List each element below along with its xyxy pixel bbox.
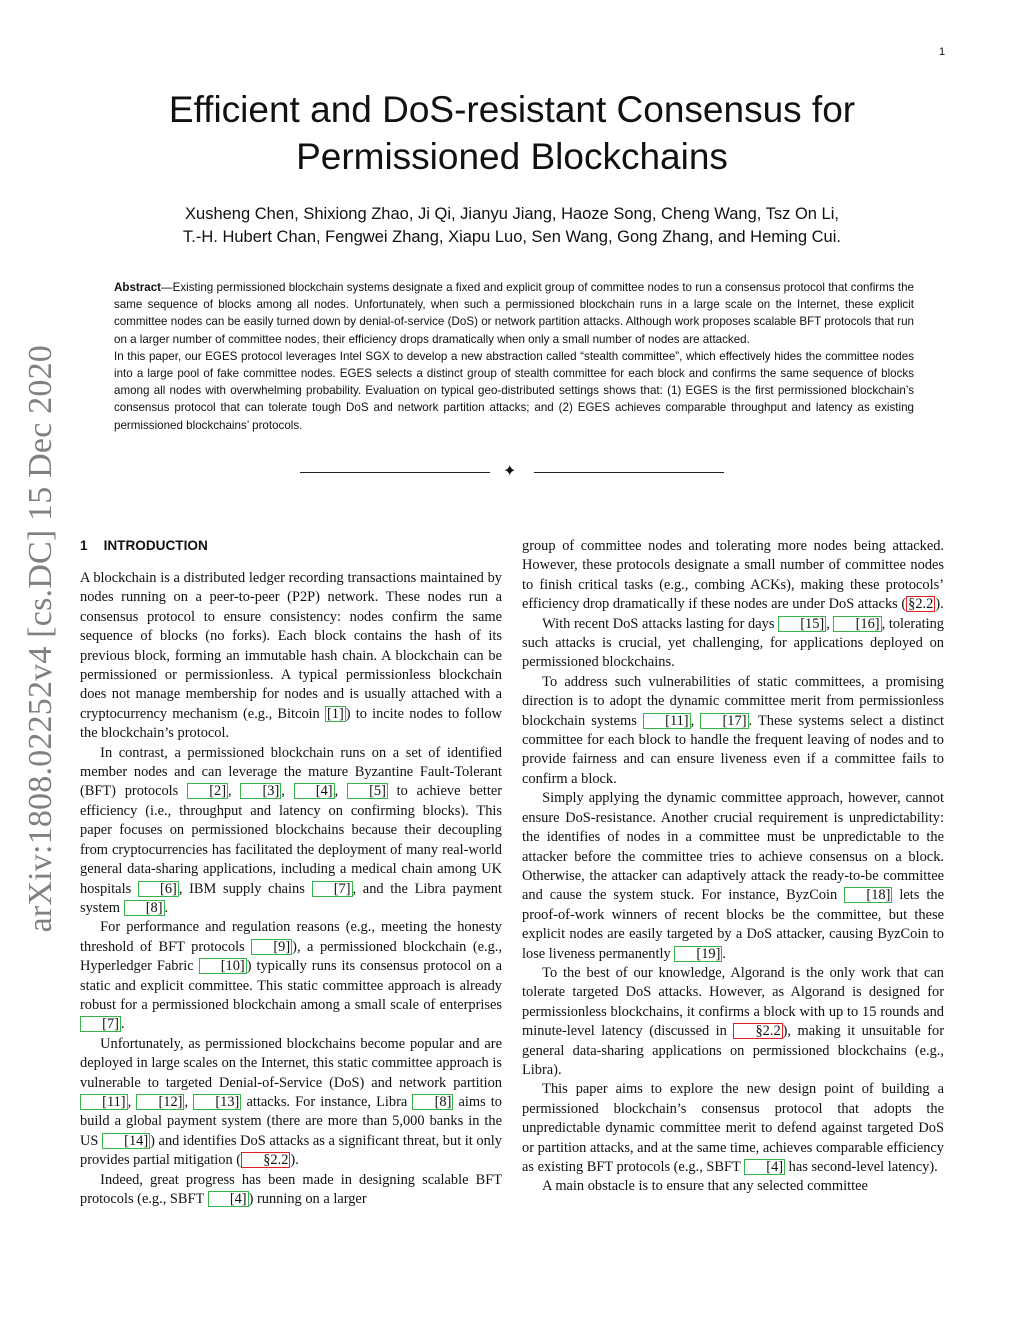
abstract-text-1: —Existing permissioned blockchain systems designate a fixed and explicit group of committee nodes to run a consensus protocol that confirms the same sequence of blocks among all nodes. Unfortunately, when such a permissioned blockchain runs in a large scale on the Internet, these explicit committee nodes can be easily turned down by denial-of-service (DoS) or network partition attacks. Although work proposes scalable BFT protocols that run on a larger number of committee nodes, their efficiency drops dramatically when only a small number of nodes are attacked. bbox=[114, 281, 914, 346]
citation-link[interactable]: [17] bbox=[700, 713, 748, 729]
paragraph: To the best of our knowledge, Algorand is the only work that can tolerate targeted DoS attacks. However, as Algorand is designed for permissionless blockchains, it confirms a block with up to 15 rounds and minute-level latency (discussed in §2.2 ), making it unsuitable for general data-sharing applications on permissioned blockchains (e.g., Libra). bbox=[522, 964, 944, 1078]
title-line-1: Efficient and DoS-resistant Consensus for bbox=[168, 89, 856, 130]
citation-link[interactable]: [6] bbox=[138, 881, 179, 897]
citation-link[interactable]: [9] bbox=[251, 939, 292, 955]
citation-link[interactable]: [10] bbox=[199, 958, 247, 974]
paragraph: A main obstacle is to ensure that any selected committee bbox=[542, 1178, 868, 1195]
title-line-2: Permissioned Blockchains bbox=[296, 136, 728, 177]
abstract-label: Abstract bbox=[114, 281, 162, 294]
authors-line-2: T.-H. Hubert Chan, Fengwei Zhang, Xiapu Luo, Sen Wang, Gong Zhang, and Heming Cui. bbox=[183, 228, 841, 246]
paragraph: Simply applying the dynamic committee approach, however, cannot ensure DoS-resistance. Another crucial requirement is unpredictability: the identifies of nodes in a committee must be unpredictable to the attacker before the committee tries to achieve consensus on a block. Otherwise, the attacker can adaptively attack the ready-to-be committee and cause the system stuck. For instance, ByzCoin [18] lets the proof-of-work winners of recent blocks be the committee, but these explicit nodes are easily targeted by a DoS attacker, causing ByzCoin to lose liveness permanently [19] . bbox=[522, 790, 944, 962]
paper-title bbox=[100, 86, 924, 180]
left-column bbox=[80, 537, 502, 1209]
divider-line-left bbox=[300, 472, 490, 473]
citation-link[interactable]: [2] bbox=[187, 783, 228, 799]
citation-link[interactable]: [16] bbox=[833, 616, 881, 632]
paragraph: With recent DoS attacks lasting for days [15] , [16] , tolerating such attacks is crucial, yet challenging, for applications deployed on permissioned blockchains. bbox=[522, 615, 944, 671]
paragraph: To address such vulnerabilities of static committees, a promising direction is to adopt the dynamic committee merit from permissionless blockchain systems [11] , [17] . These systems select a distinct committee for each block to handle the frequent leaving of nodes and to provide fairness and can ensure liveness even if a committee fails to confirm a block. bbox=[522, 673, 945, 787]
diamond-icon: ✦ bbox=[503, 463, 517, 480]
citation-link[interactable]: [7] bbox=[80, 1016, 121, 1032]
author-list bbox=[100, 203, 924, 249]
section-ref-link[interactable]: §2.2 bbox=[908, 596, 934, 613]
section-ref-link[interactable]: §2.2 bbox=[241, 1152, 290, 1168]
section-ref-link[interactable]: §2.2 bbox=[733, 1023, 782, 1039]
citation-link[interactable]: [13] bbox=[193, 1094, 241, 1110]
section-number: 1 bbox=[80, 538, 88, 553]
citation-link[interactable]: [4] bbox=[744, 1159, 785, 1175]
paragraph: In contrast, a permissioned blockchain runs on a set of identified member nodes and can leverage the mature Byzantine Fault-Tolerant (BFT) protocols [2] , [3] , [4] , [5] to achieve better efficiency (i.e., throughput and latency on confirming blocks). This paper focuses on permissioned blockchains because their decoupling from cryptocurrencies has facilitated the deployment of many real-world general data-sharing applications, including a medical chain among UK hospitals [6] , IBM supply chains [7] , and the Libra payment system [8] . bbox=[80, 744, 503, 916]
arxiv-stamp: arXiv:1808.02252v4 [cs.DC] 15 Dec 2020 bbox=[22, 345, 59, 933]
section-divider bbox=[300, 463, 724, 483]
page-number: 1 bbox=[938, 46, 946, 58]
paragraph: For performance and regulation reasons (e.g., meeting the honesty threshold of BFT protocols [9] ), a permissioned blockchain (e.g., Hyperledger Fabric [10] ) typically runs its consensus protocol on a static and explicit committee. This static committee approach is already robust for a permissioned blockchain among a small scale of enterprises [7] . bbox=[80, 919, 502, 1033]
paragraph: This paper aims to explore the new design point of building a permissioned blockchain’s consensus protocol that adopts the unpredictable dynamic committee merit to defend against targeted DoS or partition attacks, and at the same time, achieves comparable efficiency as existing BFT protocols (e.g., SBFT [4] has second-level latency). bbox=[522, 1081, 944, 1175]
paragraph: A blockchain is a distributed ledger recording transactions maintained by nodes running on a peer-to-peer (P2P) network. These nodes run a consensus protocol to ensure consistency: nodes confirm the same sequence of blocks (no forks). Each block contains the hash of its previous block, forming an immutable hash chain. A blockchain can be permissioned or permissionless. A typical permissionless blockchain does not manage membership for nodes and is usually attached with a cryptocurrency mechanism (e.g., Bitcoin [1] ) to incite nodes to follow the blockchain’s protocol. bbox=[80, 570, 502, 742]
abstract bbox=[114, 279, 914, 434]
citation-link[interactable]: [5] bbox=[347, 783, 388, 799]
citation-link[interactable]: [8] bbox=[124, 900, 165, 916]
citation-link[interactable]: [11] bbox=[80, 1094, 128, 1110]
paragraph: Indeed, great progress has been made in designing scalable BFT protocols (e.g., SBFT [4] ) running on a larger bbox=[80, 1171, 502, 1207]
citation-link[interactable]: [12] bbox=[136, 1094, 184, 1110]
citation-link[interactable]: [14] bbox=[102, 1133, 150, 1149]
citation-link[interactable]: [4] bbox=[208, 1191, 249, 1207]
abstract-paragraph-1 bbox=[114, 279, 914, 348]
citation-link[interactable]: [1] bbox=[326, 705, 344, 722]
section-title: INTRODUCTION bbox=[103, 538, 208, 553]
paragraph: group of committee nodes and tolerating more nodes being attacked. However, these protocols designate a small number of committee nodes to finish critical tasks (e.g., combing ACKs), making these protocols’ efficiency drop dramatically if these nodes are under DoS attacks ( §2.2 ). bbox=[522, 538, 944, 613]
authors-line-1: Xusheng Chen, Shixiong Zhao, Ji Qi, Jianyu Jiang, Haoze Song, Cheng Wang, Tsz On Li, bbox=[185, 205, 839, 223]
right-column bbox=[522, 537, 944, 1197]
section-heading bbox=[80, 537, 502, 555]
citation-link[interactable]: [11] bbox=[643, 713, 691, 729]
divider-line-right bbox=[534, 472, 724, 473]
citation-link[interactable]: [3] bbox=[240, 783, 281, 799]
paragraph: Unfortunately, as permissioned blockchains become popular and are deployed in large scales on the Internet, this static committee approach is vulnerable to targeted Denial-of-Service (DoS) and network partition [11] , [12] , [13] attacks. For instance, Libra [8] aims to build a global payment system (there are more than 5,000 banks in the US [14] ) and identifies DoS attacks as a significant threat, but it only provides partial mitigation ( §2.2 ). bbox=[80, 1035, 502, 1169]
citation-link[interactable]: [8] bbox=[412, 1094, 453, 1110]
citation-link[interactable]: [7] bbox=[312, 881, 353, 897]
citation-link[interactable]: [18] bbox=[844, 887, 892, 903]
abstract-paragraph-2: In this paper, our EGES protocol leverages Intel SGX to develop a new abstraction called “stealth committee”, which effectively hides the committee nodes into a large pool of fake committee nodes. EGES selects a distinct group of stealth committee for each block and confirms the same sequence of blocks among all nodes with overwhelming probability. Evaluation on typical geo-distributed settings shows that: (1) EGES is the first permissioned blockchain’s consensus protocol that can tolerate tough DoS and network partition attacks; and (2) EGES achieves comparable throughput and latency as existing permissioned blockchains’ protocols. bbox=[114, 349, 914, 432]
citation-link[interactable]: [19] bbox=[674, 946, 722, 962]
citation-link[interactable]: [4] bbox=[294, 783, 335, 799]
citation-link[interactable]: [15] bbox=[778, 616, 826, 632]
